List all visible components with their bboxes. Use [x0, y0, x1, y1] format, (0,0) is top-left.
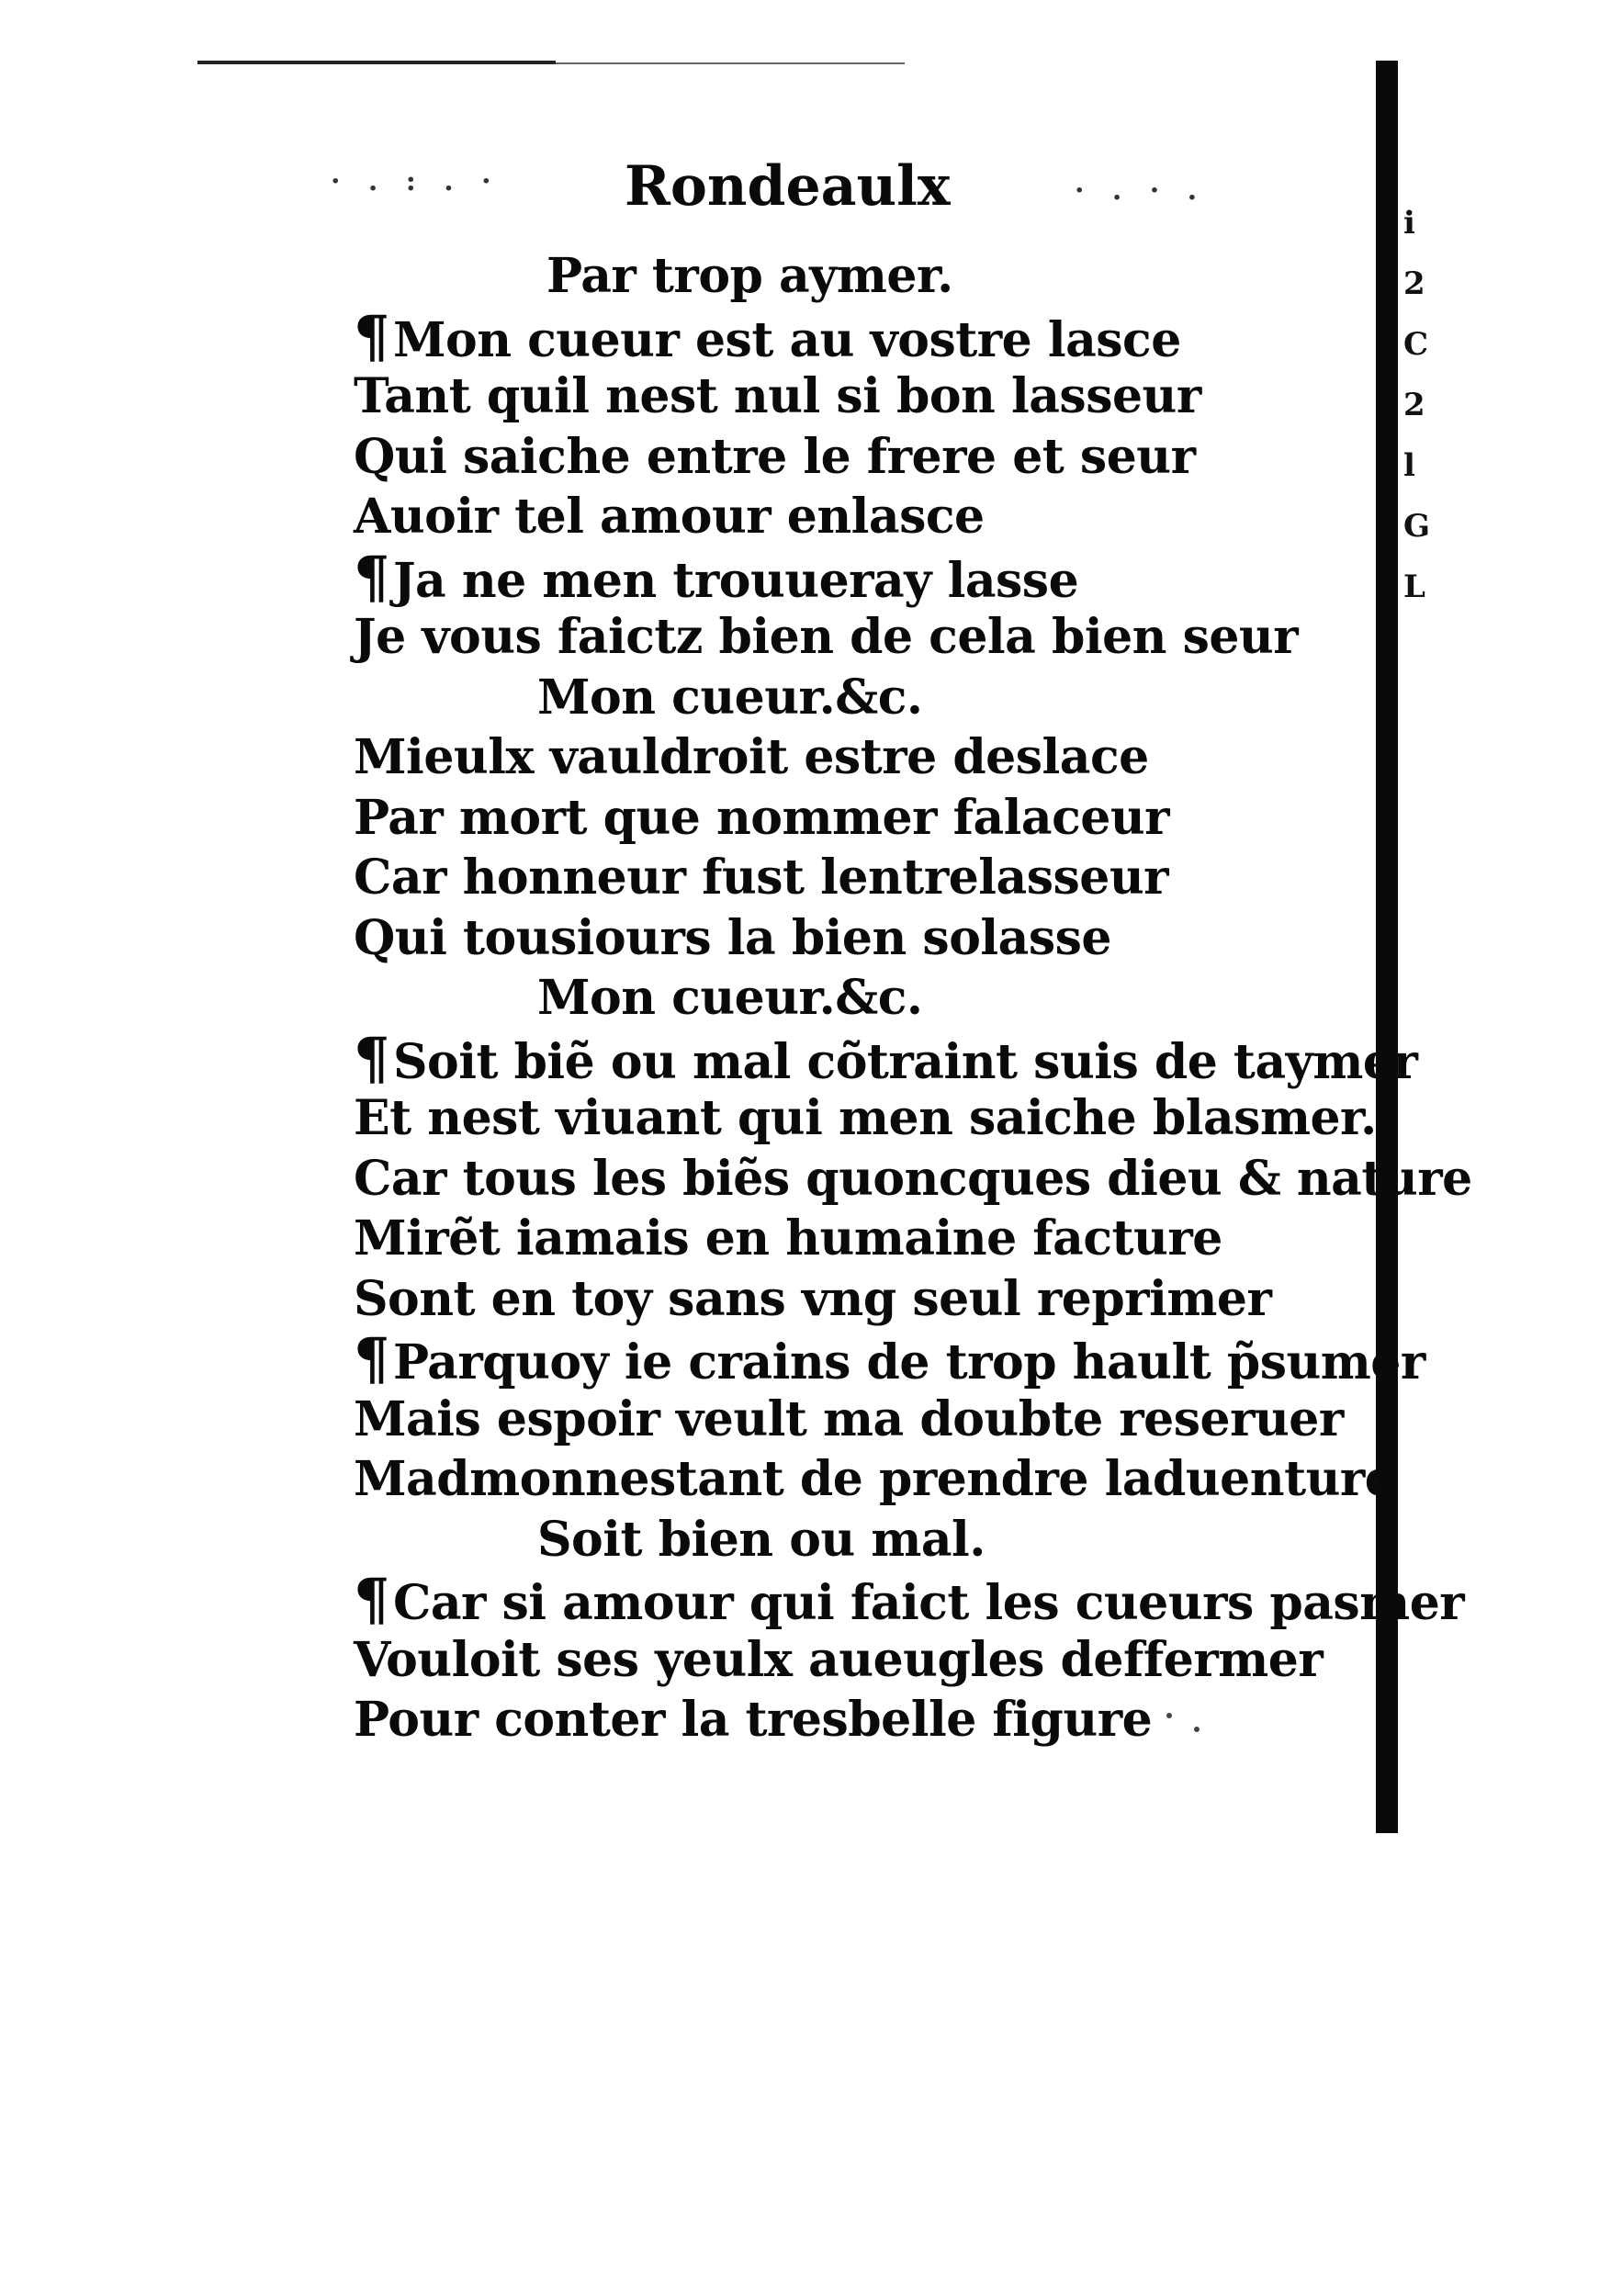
poem-line	[354, 1024, 1418, 1092]
edge-fragment: G	[1403, 508, 1431, 545]
poem-line	[354, 848, 1401, 908]
top-rule-thin	[556, 62, 905, 64]
ink-speck	[1166, 1713, 1172, 1718]
poem-line	[354, 1566, 1465, 1633]
poem-line	[354, 1690, 1401, 1750]
poem-line	[354, 1390, 1401, 1450]
poem-line	[354, 1630, 1401, 1691]
edge-fragment: 2	[1403, 387, 1425, 423]
pilcrow-icon: ¶	[354, 1325, 389, 1392]
poem-line	[354, 908, 1401, 969]
pilcrow-icon: ¶	[354, 302, 389, 370]
poem-line	[354, 1510, 1401, 1570]
poem-line-text: Vouloit ses yeulx aueugles deffermer	[354, 1631, 1324, 1688]
page-title: Rondeaulx	[625, 154, 951, 219]
poem-line-text: Soit bien ou mal.	[537, 1511, 986, 1568]
edge-fragment: C	[1403, 326, 1429, 363]
decorative-dots-left: · . : . ·	[331, 165, 501, 197]
poem-line-text: Car tous les biẽs quoncques dieu & nature	[354, 1150, 1472, 1207]
poem-line-text: Soit biẽ ou mal cõtraint suis de taymer	[392, 1033, 1418, 1090]
poem-line-text: Mirẽt iamais en humaine facture	[354, 1210, 1222, 1266]
poem-line	[354, 668, 1401, 728]
poem-line-text: Par trop aymer.	[546, 248, 953, 304]
poem-line-text: Mieulx vauldroit estre deslace	[354, 729, 1149, 785]
poem-line	[354, 1209, 1401, 1269]
poem-line-text: Auoir tel amour enlasce	[354, 489, 985, 545]
poem-line-text: Pour conter la tresbelle figure	[354, 1692, 1153, 1748]
poem-line	[354, 1325, 1425, 1392]
poem-line-text: Je vous faictz bien de cela bien seur	[354, 609, 1299, 665]
poem-line	[354, 788, 1401, 849]
pilcrow-icon: ¶	[354, 1024, 389, 1092]
poem-line	[354, 487, 1401, 547]
poem-line	[354, 246, 1401, 307]
poem-line-text: Ja ne men trouueray lasse	[392, 552, 1079, 609]
adjacent-page-fragments	[1403, 193, 1440, 1754]
poem-line	[354, 1088, 1401, 1149]
poem-line-text: Mon cueur.&c.	[537, 970, 923, 1026]
edge-fragment: 2	[1403, 265, 1425, 302]
poem-line	[354, 968, 1401, 1029]
poem-line-text: Sont en toy sans vng seul reprimer	[354, 1270, 1272, 1327]
poem-line	[354, 1449, 1401, 1510]
poem-line-text: Parquoy ie crains de trop hault p̃sumer	[392, 1334, 1425, 1390]
poem-line-text: Mon cueur.&c.	[537, 669, 923, 726]
decorative-dots-right: · . · .	[1075, 174, 1207, 207]
edge-fragment: L	[1403, 568, 1425, 605]
poem-line-text: Madmonnestant de prendre laduenture	[354, 1451, 1395, 1507]
poem-line	[354, 1269, 1401, 1330]
poem-line-text: Car si amour qui faict les cueurs pasmer	[392, 1575, 1465, 1631]
edge-fragment: l	[1403, 447, 1415, 484]
poem-line-text: Qui tousiours la bien solasse	[354, 909, 1111, 966]
poem-line-text: Par mort que nommer falaceur	[354, 789, 1170, 846]
top-rule	[197, 61, 556, 64]
poem-line-text: Mon cueur est au vostre lasce	[392, 311, 1181, 368]
pilcrow-icon: ¶	[354, 543, 389, 611]
poem-line-text: Et nest viuant qui men saiche blasmer.	[354, 1090, 1377, 1146]
poem-line	[354, 366, 1401, 427]
poem-line	[354, 607, 1401, 668]
poem-line	[354, 543, 1401, 611]
poem-line	[354, 1149, 1472, 1210]
poem-line-text: Qui saiche entre le frere et seur	[354, 428, 1196, 485]
poem-line	[354, 427, 1401, 488]
edge-fragment: i	[1403, 205, 1415, 242]
poem-line	[354, 302, 1401, 370]
poem-line-text: Tant quil nest nul si bon lasseur	[354, 368, 1201, 424]
poem-line-text: Mais espoir veult ma doubte reseruer	[354, 1390, 1344, 1447]
poem-line	[354, 727, 1401, 788]
ink-speck	[1194, 1727, 1200, 1732]
pilcrow-icon: ¶	[354, 1566, 389, 1633]
poem-text	[354, 246, 1472, 1750]
poem-line-text: Car honneur fust lentrelasseur	[354, 850, 1169, 906]
